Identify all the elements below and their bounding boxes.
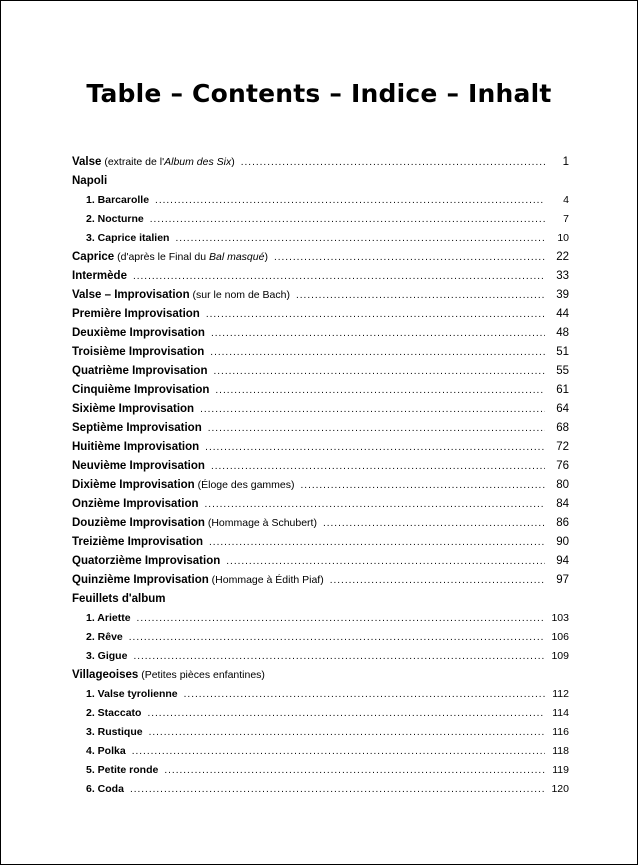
toc-entry-label [86, 685, 178, 704]
toc-entry-title: Septième Improvisation [72, 422, 202, 434]
dot-leader [211, 457, 545, 476]
toc-entry [72, 571, 569, 590]
toc-entry [72, 286, 569, 305]
toc-entry-label [86, 229, 169, 248]
toc-entry-label [86, 761, 158, 780]
toc-entry [72, 362, 569, 381]
toc-page-number: 84 [556, 498, 569, 510]
toc-page-number: 44 [556, 308, 569, 320]
toc-entry-title: Valse – Improvisation [72, 289, 190, 301]
dot-leader [330, 571, 545, 590]
toc-entry-title: 5. Petite ronde [86, 764, 159, 776]
toc-entry [72, 761, 569, 780]
toc-entry-label [72, 172, 107, 191]
toc-entry-title: Intermède [72, 270, 127, 282]
toc-entry [72, 590, 569, 609]
toc-entry [72, 780, 569, 799]
toc-entry-title: Première Improvisation [72, 308, 200, 320]
table-of-contents [72, 153, 569, 799]
dot-leader [129, 628, 545, 647]
toc-entry [72, 628, 569, 647]
toc-entry-title: Huitième Improvisation [72, 441, 200, 453]
toc-entry-label [86, 780, 124, 799]
dot-leader [213, 362, 545, 381]
dot-leader [241, 153, 545, 172]
toc-entry-label [86, 628, 123, 647]
toc-entry [72, 229, 569, 248]
toc-entry [72, 476, 569, 495]
toc-entry-title: 1. Ariette [86, 612, 131, 624]
toc-entry [72, 153, 569, 172]
toc-entry [72, 381, 569, 400]
toc-entry-title: Feuillets d'album [72, 593, 166, 605]
dot-leader [132, 742, 545, 761]
toc-page-number: 109 [551, 650, 569, 662]
toc-entry-title: 1. Valse tyrolienne [86, 688, 178, 700]
toc-entry-title: Quatorzième Improvisation [72, 555, 221, 567]
toc-page-number: 86 [556, 517, 569, 529]
toc-page-number: 119 [552, 764, 569, 776]
dot-leader [184, 685, 545, 704]
toc-page-number: 39 [556, 289, 569, 301]
toc-entry-label [72, 153, 235, 172]
toc-entry-title: 1. Barcarolle [86, 194, 150, 206]
toc-entry [72, 723, 569, 742]
toc-entry-label [86, 742, 126, 761]
toc-entry-label [72, 381, 209, 400]
dot-leader [155, 191, 545, 210]
dot-leader [133, 267, 545, 286]
toc-entry [72, 400, 569, 419]
toc-page-number: 4 [563, 194, 569, 206]
toc-page-number: 7 [563, 213, 569, 225]
toc-entry-note-italic: Bal masqué [209, 251, 265, 263]
toc-entry-label [72, 457, 205, 476]
toc-entry-note-close: ) [231, 156, 235, 168]
toc-page-number: 94 [556, 555, 569, 567]
toc-entry [72, 552, 569, 571]
toc-entry-title: 3. Caprice italien [86, 232, 170, 244]
dot-leader [147, 704, 545, 723]
toc-entry-label [72, 476, 295, 495]
toc-page-number: 90 [556, 536, 569, 548]
toc-page-number: 97 [556, 574, 569, 586]
dot-leader [175, 229, 545, 248]
toc-page-number: 55 [556, 365, 569, 377]
dot-leader [205, 495, 545, 514]
toc-entry-note-text: (sur le nom de Bach) [189, 289, 290, 301]
toc-entry-label [72, 305, 200, 324]
toc-entry-title: Napoli [72, 175, 108, 187]
toc-entry [72, 609, 569, 628]
toc-page-number: 106 [551, 631, 569, 643]
toc-entry-note [205, 517, 317, 529]
toc-entry-note-text: (d'après le Final du [114, 251, 209, 263]
toc-entry [72, 172, 569, 191]
toc-entry-note-text: (Petites pièces enfantines) [138, 669, 265, 681]
toc-entry-label [72, 495, 199, 514]
toc-entry-label [72, 343, 204, 362]
toc-entry-note [114, 251, 268, 263]
toc-entry [72, 324, 569, 343]
dot-leader [211, 324, 545, 343]
toc-entry-title: Quinzième Improvisation [72, 574, 209, 586]
toc-entry-label [72, 590, 165, 609]
toc-entry-title: Douzième Improvisation [72, 517, 205, 529]
dot-leader [323, 514, 545, 533]
toc-entry [72, 685, 569, 704]
toc-entry-label [86, 191, 149, 210]
toc-entry [72, 704, 569, 723]
toc-entry-note [195, 479, 295, 491]
dot-leader [133, 647, 545, 666]
toc-page-number: 114 [552, 707, 569, 719]
dot-leader [149, 723, 545, 742]
toc-entry-title: 2. Rêve [86, 631, 123, 643]
dot-leader [301, 476, 545, 495]
toc-entry-title: Dixième Improvisation [72, 479, 195, 491]
toc-entry-title: Deuxième Improvisation [72, 327, 205, 339]
toc-entry [72, 514, 569, 533]
toc-entry [72, 438, 569, 457]
toc-page-number: 76 [556, 460, 569, 472]
dot-leader [215, 381, 545, 400]
dot-leader [210, 343, 545, 362]
toc-entry-label [72, 267, 127, 286]
toc-page-number: 64 [556, 403, 569, 415]
toc-entry-note-italic: Album des Six [164, 156, 232, 168]
toc-entry [72, 267, 569, 286]
toc-entry-title: Treizième Improvisation [72, 536, 204, 548]
toc-page-number: 72 [556, 441, 569, 453]
toc-page-number: 68 [556, 422, 569, 434]
toc-entry-label [72, 286, 290, 305]
toc-entry [72, 742, 569, 761]
dot-leader [130, 780, 545, 799]
dot-leader [206, 305, 545, 324]
toc-entry-label [72, 552, 220, 571]
toc-entry-note-close: ) [264, 251, 268, 263]
toc-page-number: 120 [551, 783, 569, 795]
dot-leader [209, 533, 545, 552]
dot-leader [150, 210, 545, 229]
toc-entry [72, 248, 569, 267]
toc-entry-title: 6. Coda [86, 783, 124, 795]
toc-page-number: 112 [552, 688, 569, 700]
toc-entry-label [72, 419, 202, 438]
toc-entry [72, 343, 569, 362]
toc-entry-title: 3. Rustique [86, 726, 143, 738]
dot-leader [137, 609, 545, 628]
toc-entry [72, 647, 569, 666]
toc-page-number: 116 [552, 726, 569, 738]
dot-leader [164, 761, 545, 780]
toc-entry-title: Valse [72, 156, 102, 168]
toc-entry [72, 305, 569, 324]
toc-entry-title: Troisième Improvisation [72, 346, 205, 358]
toc-entry [72, 533, 569, 552]
toc-page-number: 1 [562, 156, 569, 168]
toc-entry-label [72, 400, 194, 419]
toc-entry-label [72, 666, 265, 685]
toc-page-number: 22 [556, 251, 569, 263]
toc-page-number: 118 [552, 745, 569, 757]
toc-entry-label [86, 647, 127, 666]
toc-entry-note [138, 669, 265, 681]
toc-entry-note-text: (extraite de l' [101, 156, 165, 168]
toc-entry-title: Neuvième Improvisation [72, 460, 205, 472]
toc-entry-label [72, 362, 207, 381]
toc-entry-label [86, 210, 144, 229]
toc-entry-title: Sixième Improvisation [72, 403, 195, 415]
toc-entry-note [190, 289, 290, 301]
toc-entry-label [86, 704, 141, 723]
toc-entry-label [72, 533, 203, 552]
toc-entry-label [72, 438, 199, 457]
toc-entry-label [72, 324, 205, 343]
dot-leader [208, 419, 545, 438]
toc-entry [72, 210, 569, 229]
toc-entry-title: 4. Polka [86, 745, 126, 757]
dot-leader [200, 400, 545, 419]
dot-leader [226, 552, 545, 571]
toc-entry-label [72, 514, 317, 533]
toc-entry-label [72, 248, 268, 267]
toc-entry [72, 419, 569, 438]
dot-leader [205, 438, 545, 457]
page-title: Table – Contents – Indice – Inhalt [86, 79, 552, 108]
toc-entry-title: Caprice [72, 251, 115, 263]
toc-entry-note-text: (Hommage à Schubert) [204, 517, 317, 529]
toc-page-number: 61 [556, 384, 569, 396]
toc-page-number: 48 [556, 327, 569, 339]
toc-page-number: 33 [556, 270, 569, 282]
toc-page-number: 80 [556, 479, 569, 491]
toc-entry [72, 191, 569, 210]
dot-leader [296, 286, 545, 305]
toc-entry-title: Villageoises [72, 669, 139, 681]
toc-entry-title: 3. Gigue [86, 650, 128, 662]
toc-entry-title: 2. Nocturne [86, 213, 144, 225]
toc-entry-title: 2. Staccato [86, 707, 142, 719]
toc-entry [72, 666, 569, 685]
toc-entry-title: Cinquième Improvisation [72, 384, 210, 396]
toc-entry-note-text: (Éloge des gammes) [194, 479, 295, 491]
toc-page-number: 10 [557, 232, 569, 244]
dot-leader [274, 248, 545, 267]
toc-entry-note [209, 574, 324, 586]
toc-entry [72, 495, 569, 514]
toc-entry-title: Onzième Improvisation [72, 498, 199, 510]
toc-entry-title: Quatrième Improvisation [72, 365, 208, 377]
toc-page-number: 103 [551, 612, 569, 624]
toc-entry-label [86, 723, 143, 742]
toc-entry-note [101, 156, 234, 168]
toc-entry-label [86, 609, 131, 628]
toc-entry-label [72, 571, 324, 590]
toc-page-number: 51 [556, 346, 569, 358]
toc-entry-note-text: (Hommage à Édith Piaf) [208, 574, 324, 586]
toc-entry [72, 457, 569, 476]
